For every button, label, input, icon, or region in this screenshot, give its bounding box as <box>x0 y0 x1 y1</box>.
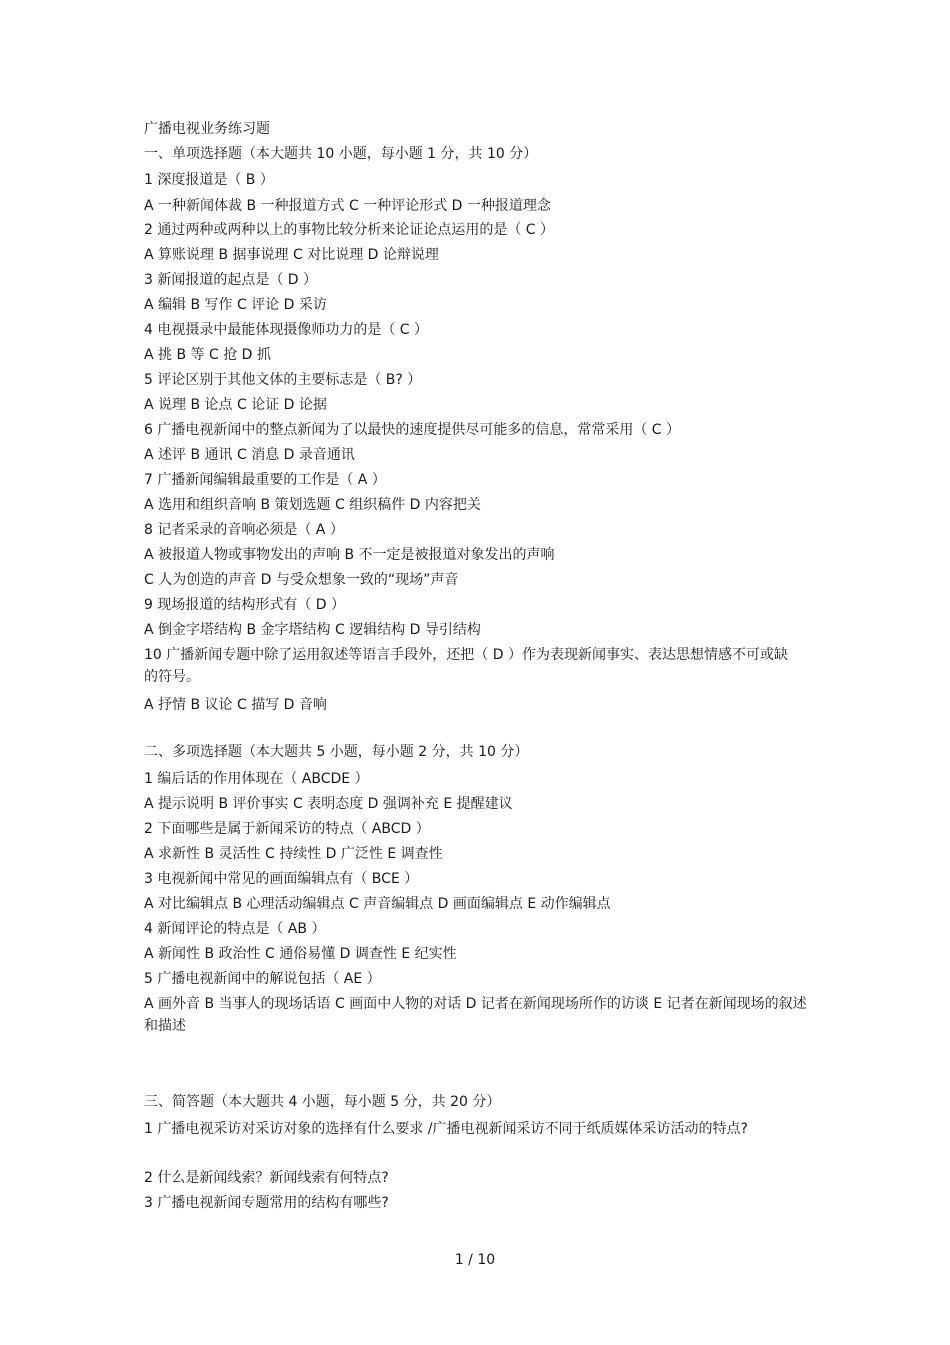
question-1-2-options: A 算账说理 B 据事说理 C 对比说理 D 论辩说理 <box>144 247 439 263</box>
question-1-2: 2 通过两种或两种以上的事物比较分析来论证论点运用的是（ C ） <box>144 222 555 238</box>
question-1-9-options: A 倒金字塔结构 B 金字塔结构 C 逻辑结构 D 导引结构 <box>144 622 481 638</box>
question-1-10: 10 广播新闻专题中除了运用叙述等语言手段外，还把（ D ）作为表现新闻事实、表达思想情感不可或缺的符号。 <box>144 647 788 685</box>
question-1-9: 9 现场报道的结构形式有（ D ） <box>144 597 346 613</box>
question-1-6-options: A 述评 B 通讯 C 消息 D 录音通讯 <box>144 447 355 463</box>
question-2-5-options: A 画外音 B 当事人的现场话语 C 画面中人物的对话 D 记者在新闻现场所作的访谈 E 记者在新闻现场的叙述和描述 <box>144 996 807 1034</box>
question-2-1-options: A 提示说明 B 评价事实 C 表明态度 D 强调补充 E 提醒建议 <box>144 796 513 812</box>
question-1-7-options: A 选用和组织音响 B 策划选题 C 组织稿件 D 内容把关 <box>144 497 481 513</box>
page-number: 1 / 10 <box>454 1252 496 1268</box>
question-2-2-options: A 求新性 B 灵活性 C 持续性 D 广泛性 E 调查性 <box>144 846 443 862</box>
question-1-4-options: A 挑 B 等 C 抢 D 抓 <box>144 347 271 363</box>
question-2-1: 1 编后话的作用体现在（ ABCDE ） <box>144 771 369 787</box>
question-1-5-options: A 说理 B 论点 C 论证 D 论据 <box>144 397 327 413</box>
section2-header: 二、多项选择题（本大题共 5 小题，每小题 2 分，共 10 分） <box>144 744 529 760</box>
question-1-5: 5 评论区别于其他文体的主要标志是（ B? ） <box>144 372 422 388</box>
question-2-4-options: A 新闻性 B 政治性 C 通俗易懂 D 调查性 E 纪实性 <box>144 946 457 962</box>
question-3-2: 2 什么是新闻线索？新闻线索有何特点? <box>144 1170 389 1186</box>
question-2-4: 4 新闻评论的特点是（ AB ） <box>144 921 326 937</box>
question-1-8: 8 记者采录的音响必须是（ A ） <box>144 522 344 538</box>
question-2-2: 2 下面哪些是属于新闻采访的特点（ ABCD ） <box>144 821 430 837</box>
question-1-6: 6 广播电视新闻中的整点新闻为了以最快的速度提供尽可能多的信息，常常采用（ C ） <box>144 422 681 438</box>
question-1-3-options: A 编辑 B 写作 C 评论 D 采访 <box>144 297 327 313</box>
question-1-8-options-a: A 被报道人物或事物发出的声响 B 不一定是被报道对象发出的声响 <box>144 547 555 563</box>
question-1-1: 1 深度报道是（ B ） <box>144 172 274 188</box>
question-2-3-options: A 对比编辑点 B 心理活动编辑点 C 声音编辑点 D 画面编辑点 E 动作编辑点 <box>144 896 611 912</box>
question-2-5: 5 广播电视新闻中的解说包括（ AE ） <box>144 971 381 987</box>
question-1-8-options-b: C 人为创造的声音 D 与受众想象一致的“现场”声音 <box>144 572 459 588</box>
document-title: 广播电视业务练习题 <box>144 121 270 137</box>
question-1-7: 7 广播新闻编辑最重要的工作是（ A ） <box>144 472 386 488</box>
section3-header: 三、简答题（本大题共 4 小题，每小题 5 分，共 20 分） <box>144 1094 501 1110</box>
question-2-3: 3 电视新闻中常见的画面编辑点有（ BCE ） <box>144 871 419 887</box>
question-1-4: 4 电视摄录中最能体现摄像师功力的是（ C ） <box>144 322 429 338</box>
question-3-3: 3 广播电视新闻专题常用的结构有哪些? <box>144 1195 389 1211</box>
section1-header: 一、单项选择题（本大题共 10 小题，每小题 1 分，共 10 分） <box>144 146 538 162</box>
question-1-3: 3 新闻报道的起点是（ D ） <box>144 272 318 288</box>
question-1-10-options: A 抒情 B 议论 C 描写 D 音响 <box>144 697 327 713</box>
question-1-1-options: A 一种新闻体裁 B 一种报道方式 C 一种评论形式 D 一种报道理念 <box>144 198 551 214</box>
question-3-1: 1 广播电视采访对采访对象的选择有什么要求 /广播电视新闻采访不同于纸质媒体采访活动的特点? <box>144 1121 748 1137</box>
